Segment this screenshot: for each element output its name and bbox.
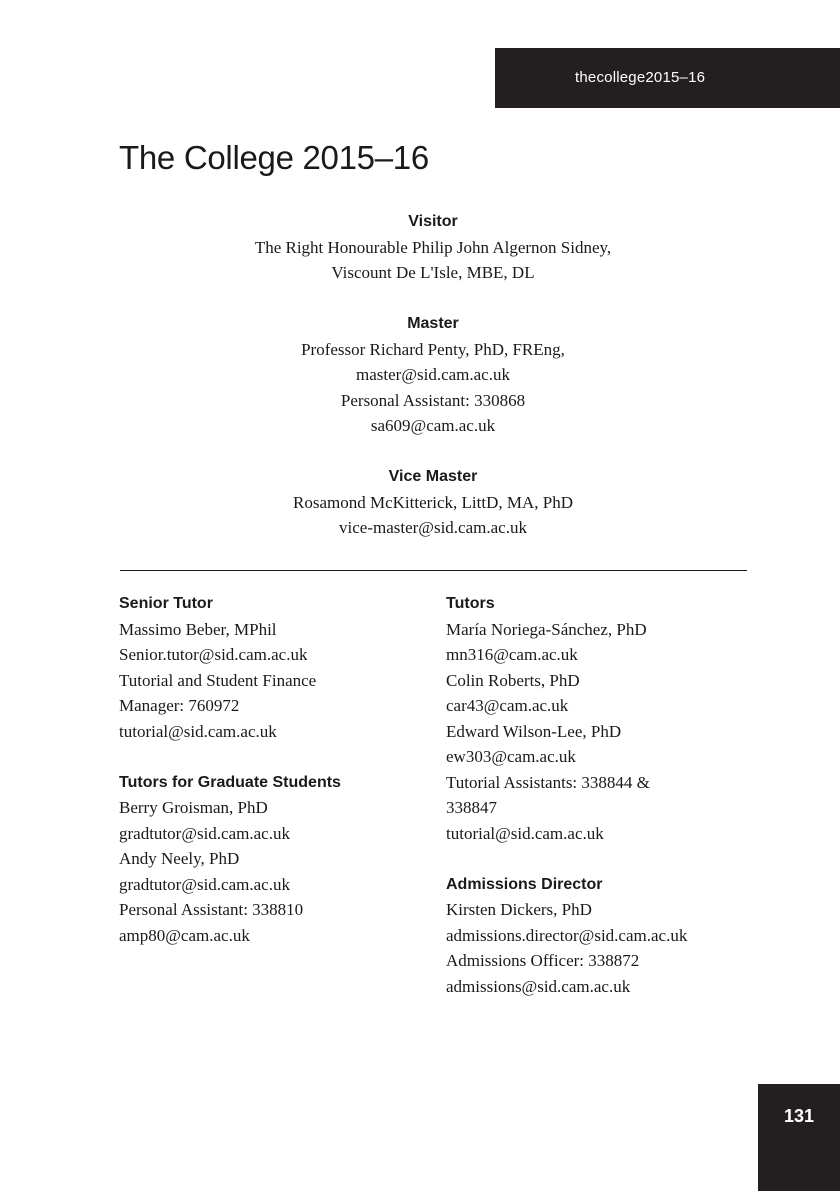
left-column bbox=[119, 591, 429, 974]
admissions-section bbox=[446, 872, 746, 1000]
tutors-line: Tutorial Assistants: 338844 & bbox=[446, 772, 650, 792]
visitor-block bbox=[120, 209, 746, 286]
right-column bbox=[446, 591, 746, 1025]
tutors-line: ew303@cam.ac.uk bbox=[446, 747, 576, 766]
vice-master-line: vice-master@sid.cam.ac.uk bbox=[339, 518, 527, 537]
graduate-tutors-line: amp80@cam.ac.uk bbox=[119, 925, 250, 945]
graduate-tutors-line: gradtutor@sid.cam.ac.uk bbox=[119, 823, 290, 843]
tutors-line: Edward Wilson-Lee, PhD bbox=[446, 721, 622, 741]
visitor-heading: Visitor bbox=[408, 213, 458, 230]
senior-tutor-line: Tutorial and Student Finance bbox=[119, 670, 317, 690]
horizontal-divider bbox=[120, 570, 747, 571]
page-title: The College 2015–16 bbox=[119, 139, 429, 176]
graduate-tutors-line: Personal Assistant: 338810 bbox=[119, 900, 304, 919]
graduate-tutors-heading: Tutors for Graduate Students bbox=[119, 773, 341, 791]
tutors-line: Colin Roberts, PhD bbox=[446, 670, 580, 690]
tutors-line: 338847 bbox=[446, 798, 497, 817]
page-number: 131 bbox=[783, 1106, 815, 1126]
master-line: Personal Assistant: 330868 bbox=[340, 390, 526, 410]
senior-tutor-line: Manager: 760972 bbox=[119, 696, 240, 715]
vice-master-heading: Vice Master bbox=[388, 468, 478, 485]
running-header bbox=[495, 48, 840, 108]
master-line: Professor Richard Penty, PhD, FREng, bbox=[301, 339, 565, 359]
admissions-line: admissions@sid.cam.ac.uk bbox=[446, 976, 631, 996]
tutors-heading: Tutors bbox=[446, 595, 495, 612]
senior-tutor-heading: Senior Tutor bbox=[119, 595, 213, 612]
tutors-line: mn316@cam.ac.uk bbox=[446, 645, 578, 664]
master-line: sa609@cam.ac.uk bbox=[370, 416, 496, 435]
graduate-tutors-section bbox=[119, 770, 429, 949]
tutors-line: tutorial@sid.cam.ac.uk bbox=[446, 823, 604, 843]
graduate-tutors-line: gradtutor@sid.cam.ac.uk bbox=[119, 874, 290, 894]
vice-master-block bbox=[120, 464, 746, 541]
master-heading: Master bbox=[407, 315, 459, 332]
graduate-tutors-line: Andy Neely, PhD bbox=[119, 849, 240, 868]
senior-tutor-line: Senior.tutor@sid.cam.ac.uk bbox=[119, 645, 308, 664]
running-header-text: thecollege2015–16 bbox=[575, 69, 706, 86]
admissions-line: admissions.director@sid.cam.ac.uk bbox=[446, 925, 688, 945]
tutors-section bbox=[446, 591, 746, 846]
master-block bbox=[120, 311, 746, 439]
visitor-line: The Right Honourable Philip John Algernon Sidney, bbox=[254, 237, 612, 257]
vice-master-line: Rosamond McKitterick, LittD, MA, PhD bbox=[292, 492, 573, 512]
tutors-line: María Noriega-Sánchez, PhD bbox=[446, 619, 647, 639]
senior-tutor-line: Massimo Beber, MPhil bbox=[119, 619, 277, 639]
admissions-line: Admissions Officer: 338872 bbox=[446, 951, 640, 970]
tutors-line: car43@cam.ac.uk bbox=[446, 696, 569, 715]
admissions-line: Kirsten Dickers, PhD bbox=[446, 900, 592, 919]
graduate-tutors-line: Berry Groisman, PhD bbox=[119, 798, 268, 817]
admissions-heading: Admissions Director bbox=[446, 875, 603, 893]
visitor-line: Viscount De L'Isle, MBE, DL bbox=[331, 263, 535, 282]
senior-tutor-section bbox=[119, 591, 429, 744]
master-line: master@sid.cam.ac.uk bbox=[356, 365, 510, 384]
page-number-tab bbox=[758, 1084, 840, 1191]
senior-tutor-line: tutorial@sid.cam.ac.uk bbox=[119, 721, 277, 741]
